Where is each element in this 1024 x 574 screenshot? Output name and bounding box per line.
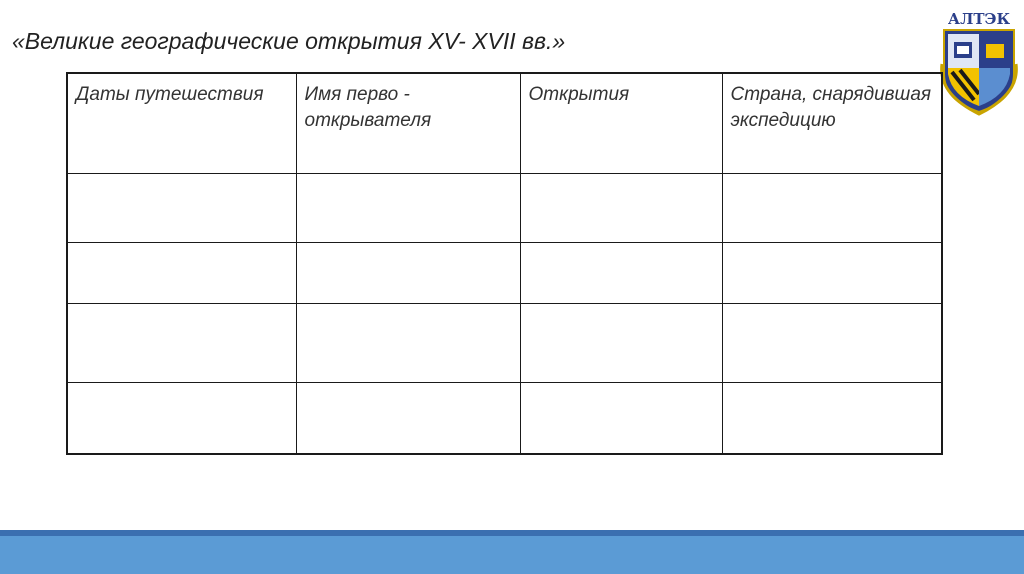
discoveries-table	[66, 72, 943, 455]
table-cell[interactable]	[722, 383, 942, 455]
table-row	[67, 174, 942, 243]
header-discoveries: Открытия	[520, 73, 722, 174]
footer-bar	[0, 536, 1024, 574]
table-cell[interactable]	[520, 304, 722, 383]
table-row	[67, 383, 942, 455]
header-discoverer-name: Имя перво - открывателя	[296, 73, 520, 174]
table-cell[interactable]	[296, 383, 520, 455]
school-emblem-logo	[938, 4, 1020, 116]
header-travel-dates: Даты путешествия	[67, 73, 296, 174]
page-title: «Великие географические открытия XV- XVII вв.»	[12, 28, 566, 54]
table-cell[interactable]	[296, 304, 520, 383]
table-cell[interactable]	[520, 243, 722, 304]
table-header-row	[67, 73, 942, 174]
table-row	[67, 304, 942, 383]
header-sponsoring-country: Страна, снарядившая экспедицию	[722, 73, 942, 174]
table-cell[interactable]	[67, 304, 296, 383]
table-cell[interactable]	[296, 174, 520, 243]
table-cell[interactable]	[722, 174, 942, 243]
table-cell[interactable]	[722, 304, 942, 383]
table-cell[interactable]	[296, 243, 520, 304]
table-cell[interactable]	[520, 174, 722, 243]
table-cell[interactable]	[67, 383, 296, 455]
table-cell[interactable]	[67, 174, 296, 243]
table-cell[interactable]	[67, 243, 296, 304]
table-row	[67, 243, 942, 304]
logo-text: АЛТЭК	[947, 10, 1011, 28]
table-cell[interactable]	[722, 243, 942, 304]
table-cell[interactable]	[520, 383, 722, 455]
